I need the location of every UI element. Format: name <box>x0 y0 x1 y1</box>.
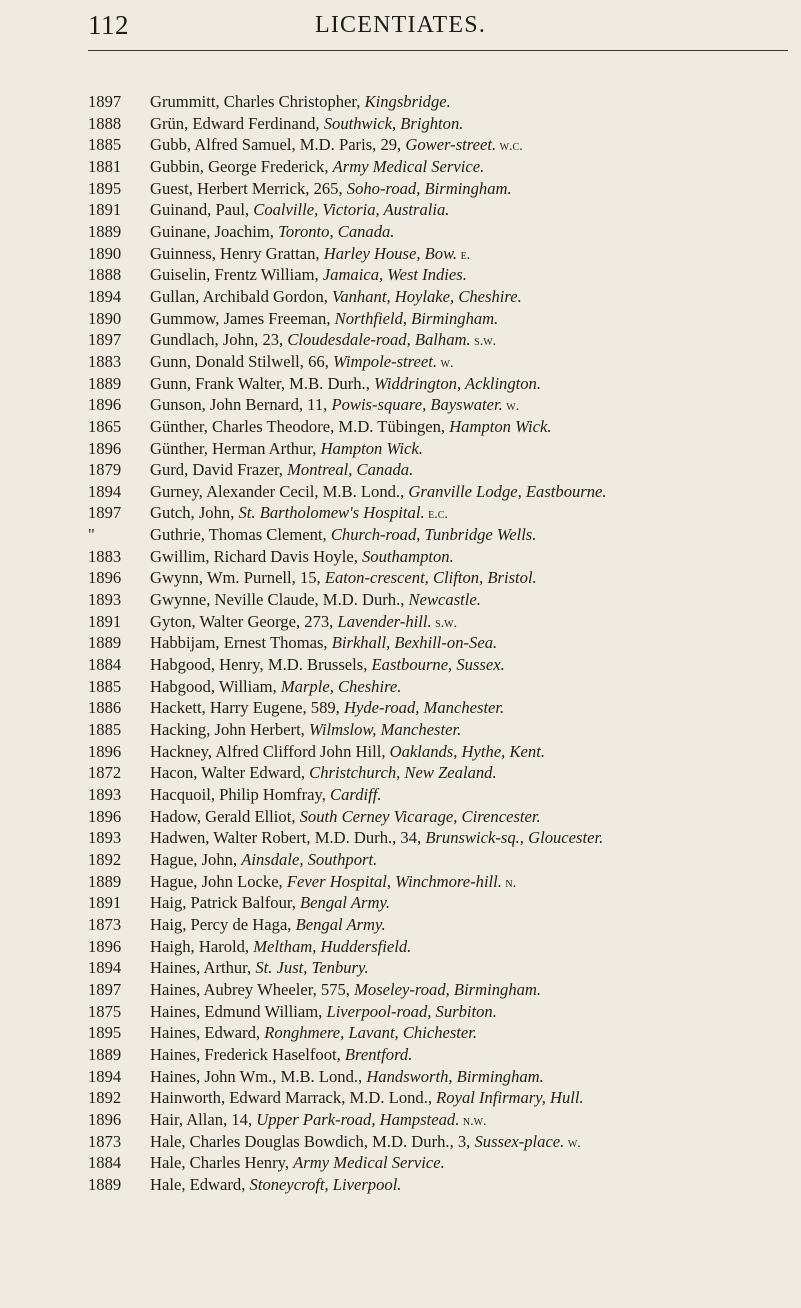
entry-year: 1873 <box>88 914 122 934</box>
entry-address: Toronto, Canada. <box>278 221 395 241</box>
entry-text <box>150 1152 445 1174</box>
entry-text <box>150 567 537 589</box>
list-item <box>88 567 800 589</box>
entry-year: 1894 <box>88 481 122 501</box>
entry-address: Northfield, Birmingham. <box>334 308 499 328</box>
list-item <box>88 351 800 373</box>
entry-year: 1885 <box>88 135 122 155</box>
entry-address: Moseley-road, Birmingham. <box>354 979 542 999</box>
entry-text <box>150 113 463 135</box>
entry-text <box>150 827 603 849</box>
entry-name: Hadow, Gerald Elliot, <box>150 806 300 826</box>
entry-text <box>150 546 454 568</box>
list-item <box>88 221 800 243</box>
entry-address: Sussex-place. <box>474 1131 565 1151</box>
entry-name: Hackney, Alfred Clifford John Hill, <box>150 741 390 761</box>
entry-address: Granville Lodge, Eastbourne. <box>408 481 607 501</box>
entry-address: St. Bartholomew's Hospital. <box>238 503 425 523</box>
entry-text <box>150 156 484 178</box>
entry-name: Gurd, David Frazer, <box>150 460 288 480</box>
entry-address: Liverpool-road, Surbiton. <box>326 1001 497 1021</box>
entry-text <box>150 91 451 113</box>
entry-year: 1879 <box>88 460 122 480</box>
entry-address: Brentford. <box>344 1044 413 1064</box>
list-item <box>88 264 800 286</box>
entry-address: Brunswick-sq., Gloucester. <box>425 828 604 848</box>
list-item <box>88 589 800 611</box>
entry-postal-district: s.w. <box>431 615 458 631</box>
entry-name: Haig, Patrick Balfour, <box>150 893 301 913</box>
entry-name: Hadwen, Walter Robert, M.D. Durh., 34, <box>150 828 426 848</box>
entry-text <box>150 199 449 221</box>
entry-text <box>150 373 541 395</box>
list-item <box>88 784 800 806</box>
list-item <box>88 113 800 135</box>
list-item <box>88 719 800 741</box>
list-item <box>88 286 800 308</box>
list-item <box>88 1174 800 1196</box>
entry-year: 1893 <box>88 785 122 804</box>
entry-name: Haigh, Harold, <box>150 936 254 956</box>
entry-name: Grummitt, Charles Christopher, <box>150 92 365 111</box>
entry-year: 1893 <box>88 590 122 610</box>
entry-address: Ainsdale, Southport. <box>241 849 378 869</box>
list-item <box>88 632 800 654</box>
entry-text <box>150 784 382 806</box>
entry-name: Gyton, Walter George, 273, <box>150 611 338 631</box>
licentiates-list <box>88 91 800 1195</box>
entry-text <box>150 741 545 763</box>
entry-postal-district: n. <box>501 875 517 891</box>
entry-name: Habgood, Henry, M.D. Brussels, <box>150 655 372 675</box>
entry-year: 1894 <box>88 1066 122 1086</box>
list-item <box>88 611 800 633</box>
entry-text <box>150 1001 497 1023</box>
entry-address: Fever Hospital, Winchmore-hill. <box>286 871 502 891</box>
entry-text <box>150 524 536 546</box>
entry-postal-district: n.w. <box>459 1113 487 1129</box>
list-item <box>88 957 800 979</box>
list-item <box>88 892 800 914</box>
entry-name: Gummow, James Freeman, <box>150 308 335 328</box>
list-item <box>88 459 800 481</box>
entry-name: Gurney, Alexander Cecil, M.B. Lond., <box>150 481 409 501</box>
entry-year: 1890 <box>88 243 122 263</box>
entry-name: Hale, Charles Douglas Bowdich, M.D. Durh., 3, <box>150 1131 475 1151</box>
entry-year: 1884 <box>88 655 122 675</box>
entry-year: 1883 <box>88 546 122 566</box>
entry-address: Bengal Army. <box>300 893 391 913</box>
entry-year: 1894 <box>88 958 122 978</box>
entry-name: Hale, Charles Henry, <box>150 1153 294 1173</box>
entry-address: Newcastle. <box>408 590 481 610</box>
list-item <box>88 1001 800 1023</box>
entry-name: Hainworth, Edward Marrack, M.D. Lond., <box>150 1088 437 1108</box>
entry-address: Kingsbridge. <box>364 92 451 111</box>
entry-name: Hague, John, <box>150 849 242 869</box>
entry-address: Army Medical Service. <box>293 1153 445 1173</box>
entry-name: Günther, Herman Arthur, <box>150 438 321 458</box>
list-item <box>88 308 800 330</box>
page-header <box>0 6 801 56</box>
entry-name: Gwynn, Wm. Purnell, 15, <box>150 568 325 588</box>
entry-text <box>150 697 504 719</box>
entry-text <box>150 134 523 156</box>
entry-address: Coalville, Victoria, Australia. <box>253 200 450 220</box>
entry-text <box>150 936 411 958</box>
entry-year: 1872 <box>88 763 122 783</box>
entry-address: Lavender-hill. <box>337 611 432 631</box>
entry-year: 1889 <box>88 871 122 891</box>
entry-text <box>150 979 541 1001</box>
list-item <box>88 199 800 221</box>
entry-address: Wimpole-street. <box>333 351 437 371</box>
entry-name: Guthrie, Thomas Clement, <box>150 525 331 545</box>
entry-year: 1896 <box>88 1109 122 1129</box>
entry-text <box>150 589 481 611</box>
entry-year: 1896 <box>88 568 122 588</box>
entry-year: 1881 <box>88 156 122 176</box>
list-item <box>88 1066 800 1088</box>
entry-name: Günther, Charles Theodore, M.D. Tübingen, <box>150 416 450 436</box>
entry-text <box>150 871 516 893</box>
entry-address: Soho-road, Birmingham. <box>346 178 512 198</box>
list-item <box>88 676 800 698</box>
entry-name: Guinand, Paul, <box>150 200 254 220</box>
entry-postal-district: s.w. <box>470 334 497 350</box>
entry-text <box>150 1109 487 1131</box>
entry-address: Southampton. <box>362 546 454 566</box>
entry-year: 1897 <box>88 330 122 350</box>
list-item <box>88 394 800 416</box>
entry-name: Gunn, Frank Walter, M.B. Durh., <box>150 373 374 393</box>
entry-text <box>150 394 519 416</box>
entry-postal-district: w. <box>437 355 454 371</box>
entry-name: Haines, Aubrey Wheeler, 575, <box>150 979 355 999</box>
list-item <box>88 243 800 265</box>
entry-address: Hampton Wick. <box>320 438 423 458</box>
entry-address: Christchurch, New Zealand. <box>309 763 497 783</box>
entry-address: Powis-square, Bayswater. <box>331 395 503 415</box>
entry-name: Gubb, Alfred Samuel, M.D. Paris, 29, <box>150 135 406 155</box>
entry-text <box>150 502 448 524</box>
entry-name: Guinane, Joachim, <box>150 221 279 241</box>
entry-postal-district: w.c. <box>496 139 523 155</box>
page-number: 112 <box>88 10 129 40</box>
entry-year: 1889 <box>88 373 122 393</box>
entry-year: 1875 <box>88 1001 122 1021</box>
entry-address: Upper Park-road, Hampstead. <box>256 1109 460 1129</box>
entry-text <box>150 286 522 308</box>
entry-year: 1897 <box>88 503 122 523</box>
entry-year: 1896 <box>88 438 122 458</box>
entry-name: Gundlach, John, 23, <box>150 330 288 350</box>
entry-address: Royal Infirmary, Hull. <box>436 1088 584 1108</box>
entry-text <box>150 416 552 438</box>
entry-year: 1885 <box>88 676 122 696</box>
entry-year: 1892 <box>88 1088 122 1108</box>
entry-name: Gunn, Donald Stilwell, 66, <box>150 351 333 371</box>
list-item <box>88 936 800 958</box>
entry-address: Cloudesdale-road, Balham. <box>287 330 471 350</box>
entry-text <box>150 221 394 243</box>
entry-address: Birkhall, Bexhill-on-Sea. <box>331 633 498 653</box>
entry-year: 1886 <box>88 698 122 718</box>
entry-text <box>150 264 467 286</box>
entry-text <box>150 914 386 936</box>
entry-postal-district: e. <box>457 247 471 263</box>
entry-address: Handsworth, Birmingham. <box>366 1066 544 1086</box>
entry-text <box>150 676 401 698</box>
entry-text <box>150 459 413 481</box>
list-item <box>88 91 800 113</box>
entry-name: Hacquoil, Philip Homfray, <box>150 785 331 804</box>
entry-year: " <box>88 525 95 545</box>
list-item <box>88 481 800 503</box>
entry-address: Stoneycroft, Liverpool. <box>249 1174 402 1194</box>
list-item <box>88 416 800 438</box>
entry-year: 1895 <box>88 178 122 198</box>
running-title: LICENTIATES. <box>314 12 487 38</box>
entry-text <box>150 1066 544 1088</box>
entry-address: St. Just, Tenbury. <box>255 958 369 978</box>
entry-year: 1889 <box>88 633 122 653</box>
entry-text <box>150 243 470 265</box>
entry-text <box>150 611 457 633</box>
list-item <box>88 178 800 200</box>
entry-year: 1890 <box>88 308 122 328</box>
entry-text <box>150 1174 401 1196</box>
entry-text <box>150 806 541 828</box>
entry-postal-district: e.c. <box>424 507 448 523</box>
entry-year: 1885 <box>88 720 122 740</box>
entry-name: Hair, Allan, 14, <box>150 1109 257 1129</box>
list-item <box>88 914 800 936</box>
entry-address: Meltham, Huddersfield. <box>253 936 412 956</box>
entry-text <box>150 1131 581 1153</box>
entry-address: Army Medical Service. <box>332 156 485 176</box>
entry-postal-district: w. <box>502 399 520 415</box>
entry-name: Gutch, John, <box>150 503 239 523</box>
entry-address: Wilmslow, Manchester. <box>308 720 462 740</box>
list-item <box>88 871 800 893</box>
entry-name: Hague, John Locke, <box>150 871 287 891</box>
entry-text <box>150 1022 477 1044</box>
entry-address: Southwick, Brighton. <box>323 113 464 133</box>
entry-year: 1897 <box>88 92 122 111</box>
entry-year: 1891 <box>88 893 122 913</box>
entry-year: 1884 <box>88 1153 122 1173</box>
entry-address: Eaton-crescent, Clifton, Bristol. <box>324 568 537 588</box>
entry-text <box>150 892 390 914</box>
entry-name: Habbijam, Ernest Thomas, <box>150 633 332 653</box>
entry-year: 1883 <box>88 351 122 371</box>
entry-text <box>150 957 369 979</box>
entry-address: Harley House, Bow. <box>323 243 458 263</box>
entry-address: Vanhant, Hoylake, Cheshire. <box>332 286 522 306</box>
entry-name: Haines, Frederick Haselfoot, <box>150 1044 345 1064</box>
list-item <box>88 502 800 524</box>
entry-year: 1897 <box>88 979 122 999</box>
entry-text <box>150 1044 412 1066</box>
entry-year: 1891 <box>88 200 122 220</box>
entry-text <box>150 308 498 330</box>
entry-name: Haines, Edmund William, <box>150 1001 327 1021</box>
entry-address: Montreal, Canada. <box>287 460 414 480</box>
entry-address: South Cerney Vicarage, Cirencester. <box>299 806 541 826</box>
entry-name: Gwillim, Richard Davis Hoyle, <box>150 546 362 566</box>
entry-address: Church-road, Tunbridge Wells. <box>330 525 537 545</box>
entry-postal-district: w. <box>564 1135 581 1151</box>
list-item <box>88 329 800 351</box>
list-item <box>88 1022 800 1044</box>
entry-name: Haines, Arthur, <box>150 958 256 978</box>
entry-name: Guest, Herbert Merrick, 265, <box>150 178 347 198</box>
entry-address: Eastbourne, Sussex. <box>371 655 505 675</box>
entry-year: 1896 <box>88 806 122 826</box>
entry-name: Gunson, John Bernard, 11, <box>150 395 332 415</box>
entry-year: 1873 <box>88 1131 122 1151</box>
list-item <box>88 762 800 784</box>
entry-year: 1865 <box>88 416 122 436</box>
entry-year: 1895 <box>88 1023 122 1043</box>
entry-year: 1896 <box>88 741 122 761</box>
entry-name: Hale, Edward, <box>150 1174 250 1194</box>
list-item <box>88 1044 800 1066</box>
list-item <box>88 697 800 719</box>
entry-name: Gullan, Archibald Gordon, <box>150 286 333 306</box>
entry-name: Grün, Edward Ferdinand, <box>150 113 324 133</box>
entry-address: Bengal Army. <box>295 914 386 934</box>
entry-address: Hampton Wick. <box>449 416 552 436</box>
list-item <box>88 827 800 849</box>
list-item <box>88 156 800 178</box>
entry-year: 1888 <box>88 113 122 133</box>
entry-name: Hacon, Walter Edward, <box>150 763 310 783</box>
list-item <box>88 524 800 546</box>
entry-year: 1889 <box>88 1044 122 1064</box>
list-item <box>88 654 800 676</box>
list-item <box>88 806 800 828</box>
entry-name: Gwynne, Neville Claude, M.D. Durh., <box>150 590 409 610</box>
list-item <box>88 373 800 395</box>
list-item <box>88 1087 800 1109</box>
entry-text <box>150 438 423 460</box>
entry-year: 1896 <box>88 395 122 415</box>
entry-year: 1889 <box>88 1174 122 1194</box>
entry-text <box>150 178 512 200</box>
entry-name: Guinness, Henry Grattan, <box>150 243 324 263</box>
entry-name: Haines, Edward, <box>150 1023 265 1043</box>
entry-text <box>150 632 497 654</box>
entry-address: Gower-street. <box>405 135 497 155</box>
list-item <box>88 741 800 763</box>
entry-text <box>150 329 496 351</box>
list-item <box>88 1152 800 1174</box>
entry-year: 1894 <box>88 286 122 306</box>
entry-text <box>150 762 497 784</box>
entry-address: Oaklands, Hythe, Kent. <box>389 741 545 761</box>
list-item <box>88 979 800 1001</box>
list-item <box>88 438 800 460</box>
entry-text <box>150 654 505 676</box>
entry-name: Habgood, William, <box>150 676 281 696</box>
entry-address: Widdrington, Acklington. <box>374 373 542 393</box>
entry-address: Marple, Cheshire. <box>280 676 402 696</box>
list-item <box>88 134 800 156</box>
entry-year: 1893 <box>88 828 122 848</box>
entry-name: Hacking, John Herbert, <box>150 720 309 740</box>
entry-text <box>150 1087 584 1109</box>
entry-text <box>150 719 461 741</box>
entry-address: Jamaica, West Indies. <box>322 265 467 285</box>
entry-year: 1896 <box>88 936 122 956</box>
entry-year: 1889 <box>88 221 122 241</box>
entry-text <box>150 481 607 503</box>
entry-year: 1888 <box>88 265 122 285</box>
entry-name: Guiselin, Frentz William, <box>150 265 323 285</box>
entry-name: Haig, Percy de Haga, <box>150 914 296 934</box>
list-item <box>88 546 800 568</box>
entry-year: 1892 <box>88 849 122 869</box>
list-item <box>88 1131 800 1153</box>
header-rule <box>88 50 788 51</box>
entry-name: Haines, John Wm., M.B. Lond., <box>150 1066 367 1086</box>
entry-name: Hackett, Harry Eugene, 589, <box>150 698 344 718</box>
entry-address: Cardiff. <box>330 785 382 804</box>
entry-year: 1891 <box>88 611 122 631</box>
list-item <box>88 849 800 871</box>
entry-text <box>150 351 453 373</box>
entry-address: Ronghmere, Lavant, Chichester. <box>264 1023 478 1043</box>
entry-name: Gubbin, George Frederick, <box>150 156 333 176</box>
list-item <box>88 1109 800 1131</box>
entry-address: Hyde-road, Manchester. <box>343 698 505 718</box>
entry-text <box>150 849 377 871</box>
